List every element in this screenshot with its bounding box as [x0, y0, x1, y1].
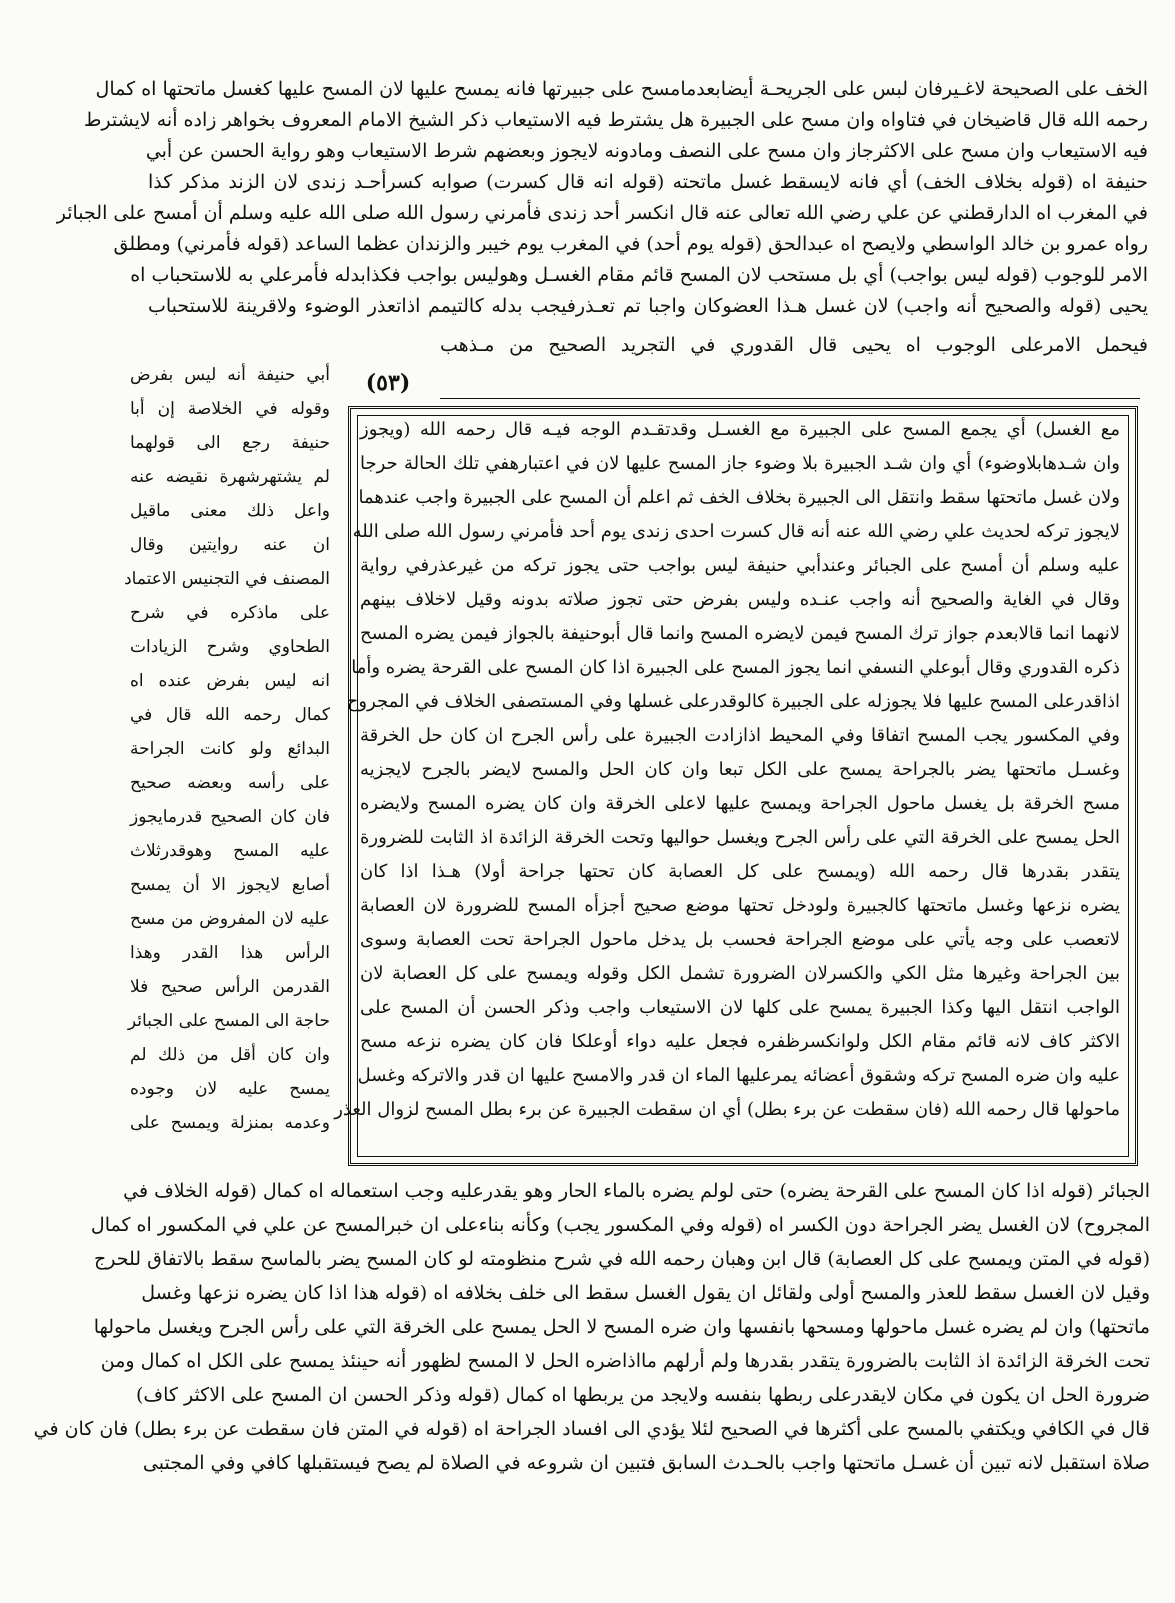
main-line: عليه وسلم أن أمسح على الجبائر وعندأبي حنيفة ليس بواجب حتى يجوز تركه من غيرعذرفي رواية	[360, 555, 1120, 576]
margin-line: الرأس هذا القدر وهذا	[130, 943, 330, 963]
bottom-line: ماتحتها) وان لم يضره غسل ماحولها ومسحها بانفسها وان ضره المسح لا الحل يمسح على الخرقة التي على رأس الجرح ويغسل ماحولها	[93, 1316, 1150, 1338]
top-line: فيه الاستيعاب وان مسح على الاكثرجاز وان مسح على النصف ومادونه لايجوز وبعضهم شرط الاستيعاب وهو رواية الحسن عن أبي	[145, 140, 1148, 162]
bottom-line: ضرورة الحل ان يكون في مكان لايقدرعلى ربطها بنفسه ولايجد من يربطها اه كمال (قوله وذكر الحسن ان المسح على الاكثر كاف)	[135, 1384, 1150, 1406]
main-line: ولان غسل ماتحتها سقط وانتقل الى الجبيرة بخلاف الخف ثم اعلم أن المسح على الجبيرة واجب عندهما	[358, 487, 1120, 508]
bottom-line: تحت الخرقة الزائدة اذ الثابت بالضرورة يتقدر بقدرها ولم أرلهم مااذاضره الحل لا المسح لظهور أنه حينئذ يمسح على الكل اه كمال ومن	[100, 1350, 1150, 1372]
top-line: رواه عمرو بن خالد الواسطي ولايصح اه عبدالحق (قوله يوم أحد) في المغرب يوم خيبر والزندان عظما الساعد (قوله فأمرني) ومطلق	[113, 233, 1148, 255]
margin-line: حنيفة رجع الى قولهما	[130, 433, 330, 453]
margin-line: البدائع ولو كانت الجراحة	[130, 739, 330, 759]
top-line: حنيفة اه (قوله بخلاف الخف) أي فانه لايسقط غسل ماتحته (قوله انه قال كسرت) صوابه كسرأحـد زندى لان الزند مذكر كذا	[148, 171, 1148, 193]
top-line: في المغرب اه الدارقطني عن علي رضي الله تعالى عنه قال انكسر أحد زندى فأمرني رسول الله صلى الله عليه وسلم أن أمسح على الجبائر	[56, 202, 1148, 224]
margin-line: كمال رحمه الله قال في	[130, 705, 330, 725]
top-line: الامر للوجوب (قوله ليس بواجب) أي بل مستحب لان المسح قائم مقام الغسـل وهوليس بواجب فكذابدله فأمرعلي به للاستحباب اه	[130, 264, 1148, 286]
margin-line: وان كان أقل من ذلك لم	[130, 1045, 330, 1065]
main-line: وغسـل ماتحتها يضر بالجراحة يمسح على الكل تبعا وان كان الحل والمسح لايضر بالجرح لايجزيه	[360, 759, 1120, 780]
margin-line: على رأسه وبعضه صحيح	[130, 773, 330, 793]
main-line: وفي المكسور يجب المسح اتفاقا وفي المحيط اذازادت الجبيرة على رأس الجرح ان كان حل الخرقة	[360, 725, 1120, 746]
top-line: يحيى (قوله والصحيح أنه واجب) لان غسل هـذا العضوكان واجبا تم تعـذرفيجب بدله كالتيمم اذاتعذر الوضوء ولاقرينة للاستحباب	[148, 295, 1148, 317]
margin-line: حاجة الى المسح على الجبائر	[127, 1011, 330, 1031]
margin-line: واعل ذلك معنى ماقيل	[130, 501, 330, 521]
margin-line: عليه لان المفروض من مسح	[130, 909, 330, 929]
margin-line: وعدمه بمنزلة ويمسح على	[130, 1113, 330, 1133]
main-line: الحل يمسح على الخرقة التي على رأس الجرح ويغسل حواليها وتحت الخرقة الزائدة اذ الثابت للضرورة	[360, 827, 1120, 848]
margin-line: أصابع لايجوز الا أن يمسح	[130, 875, 330, 895]
main-line: بين الجراحة وغيرها مثل الكي والكسرلان الضرورة تشمل الكل وقوله ويمسح على كل العصابة لان	[360, 963, 1120, 984]
main-line: الاكثر كاف لانه قائم مقام الكل ولوانكسرظفره فجعل عليه دواء أوعلكا فان كان يضره نزعه مسح	[360, 1031, 1120, 1052]
margin-line: ان عنه روايتين وقال	[130, 535, 330, 555]
main-line: مسح الخرقة بل يغسل ماحول الجراحة ويمسح عليها لاعلى الخرقة وان كان يضره المسح ولايضره	[360, 793, 1120, 814]
main-line: وان شـدهابلاوضوء) أي وان شـد الجبيرة بلا وضوء جاز المسح عليها لان في اعتبارهفي تلك الحالة حرجا	[360, 453, 1120, 474]
bottom-line: قال في الكافي ويكتفي بالمسح على أكثرها في الصحيح لئلا يؤدي الى افساد الجراحة اه (قوله في المتن فان سقطت عن برء بطل) فان كان في	[33, 1418, 1150, 1440]
margin-line: فان كان الصحيح قدرمايجوز	[130, 807, 330, 827]
main-line: لانهما انما قالابعدم جواز ترك المسح فيمن لايضره المسح وانما قال أبوحنيفة بالجواز فيمن يضره المسح	[360, 623, 1120, 644]
bottom-line: (قوله في المتن ويمسح على كل العصابة) قال ابن وهبان رحمه الله في شرح منظومته لو كان المسح يضر بالماسح سقط بالاتفاق للحرج	[93, 1248, 1150, 1270]
main-line: وقال في الغاية والصحيح أنه واجب عنـده وليس بفرض حتى تجوز صلاته بدونه وقيل لاخلاف بينهم	[360, 589, 1120, 610]
margin-line: يمسح عليه لان وجوده	[130, 1079, 330, 1099]
main-line: الواجب انتقل اليها وكذا الجبيرة يمسح على كلها لان الاستيعاب واجب وذكر الحسن أن المسح على	[360, 997, 1120, 1018]
top-line: فيحمل الامرعلى الوجوب اه يحيى قال القدوري في التجريد الصحيح من مـذهب	[440, 334, 1148, 356]
header-rule	[440, 398, 1140, 399]
bottom-line: صلاة استقبل لانه تبين أن غسـل ماتحتها واجب بالحـدث السابق فتبين ان شروعه في الصلاة لم يصح فيستقبلها كافي وفي المجتبى	[142, 1452, 1150, 1474]
margin-line: وقوله في الخلاصة إن أبا	[130, 399, 330, 419]
margin-line: لم يشتهرشهرة نقيضه عنه	[130, 467, 330, 487]
main-line: عليه وان ضره المسح تركه وشقوق أعضائه يمرعليها الماء ان قدر والامسح عليها ان قدر والاتركه وغسل	[357, 1065, 1120, 1086]
bottom-line: الجبائر (قوله اذا كان المسح على القرحة يضره) حتى لولم يضره بالماء الحار وهو يقدرعليه وجب استعماله اه كمال (قوله الخلاف في	[123, 1180, 1150, 1202]
margin-line: الطحاوي وشرح الزيادات	[130, 637, 330, 657]
margin-line: انه ليس بفرض عنده اه	[130, 671, 330, 691]
margin-line: المصنف في التجنيس الاعتماد	[124, 569, 330, 589]
margin-line: أبي حنيفة أنه ليس بفرض	[130, 365, 330, 385]
main-line	[360, 1128, 1120, 1159]
main-line: ماحولها قال رحمه الله (فان سقطت عن برء بطل) أي ان سقطت الجبيرة عن برء بطل المسح لزوال العذر	[334, 1099, 1120, 1120]
margin-line: القدرمن الرأس صحيح فلا	[130, 977, 330, 997]
page-number: (٥٣)	[365, 370, 411, 396]
main-line: يضره نزعها وغسل ماتحتها كالجبيرة ولودخل تحتها موضع صحيح أجزأه المسح للضرورة لان العصابة	[360, 895, 1120, 916]
bottom-line: وقيل لان الغسل سقط للعذر والمسح أولى ولقائل ان يقول الغسل سقط الى خلف بخلافه اه (قوله هذا اذا كان يضره نزعها وغسل	[141, 1282, 1150, 1304]
main-line: لايجوز تركه لحديث علي رضي الله عنه أنه قال كسرت احدى زندى يوم أحد فأمرني رسول الله صلى الله	[352, 521, 1120, 542]
margin-line: على ماذكره في شرح	[130, 603, 330, 623]
top-line: رحمه الله قال قاضيخان في فتاواه وان مسح على الجبيرة هل يشترط فيه الاستيعاب ذكر الشيخ الامام المعروف بخواهر زاده أنه لايشترط	[83, 109, 1148, 131]
main-line: يتقدر بقدرها قال رحمه الله (ويمسح على كل العصابة كان تحتها جراحة أولا) هـذا اذا كان	[360, 861, 1120, 882]
main-line: اذاقدرعلى المسح عليها فلا يجوزله على الجبيرة كالوقدرعلى غسلها وفي المستصفى الخلاف في المجروح	[346, 691, 1120, 712]
main-line: ذكره القدوري وقال أبوعلي النسفي انما يجوز المسح على الجبيرة اذا كان المسح على القرحة يضره وأما	[351, 657, 1120, 678]
bottom-line: المجروح) لان الغسل يضر الجراحة دون الكسر اه (قوله وفي المكسور يجب) وكأنه بناءعلى ان خبرالمسح عن علي في المكسور اه كمال	[90, 1214, 1150, 1236]
main-line: لاتعصب على وجه يأتي على موضع الجراحة فحسب بل يدخل ماحول الجراحة تحت العصابة وسوى	[360, 929, 1120, 950]
top-line: الخف على الصحيحة لاغـيرفان لبس على الجريحـة أيضابعدمامسح على جبيرتها فانه يمسح عليها لان المسح عليها كغسل ماتحتها اه كمال	[95, 78, 1148, 100]
main-line: مع الغسل) أي يجمع المسح على الجبيرة مع الغسـل وقدتقـدم الوجه فيـه قال رحمه الله (ويجوز	[360, 419, 1120, 440]
margin-line: عليه المسح وهوقدرثلاث	[130, 841, 330, 861]
